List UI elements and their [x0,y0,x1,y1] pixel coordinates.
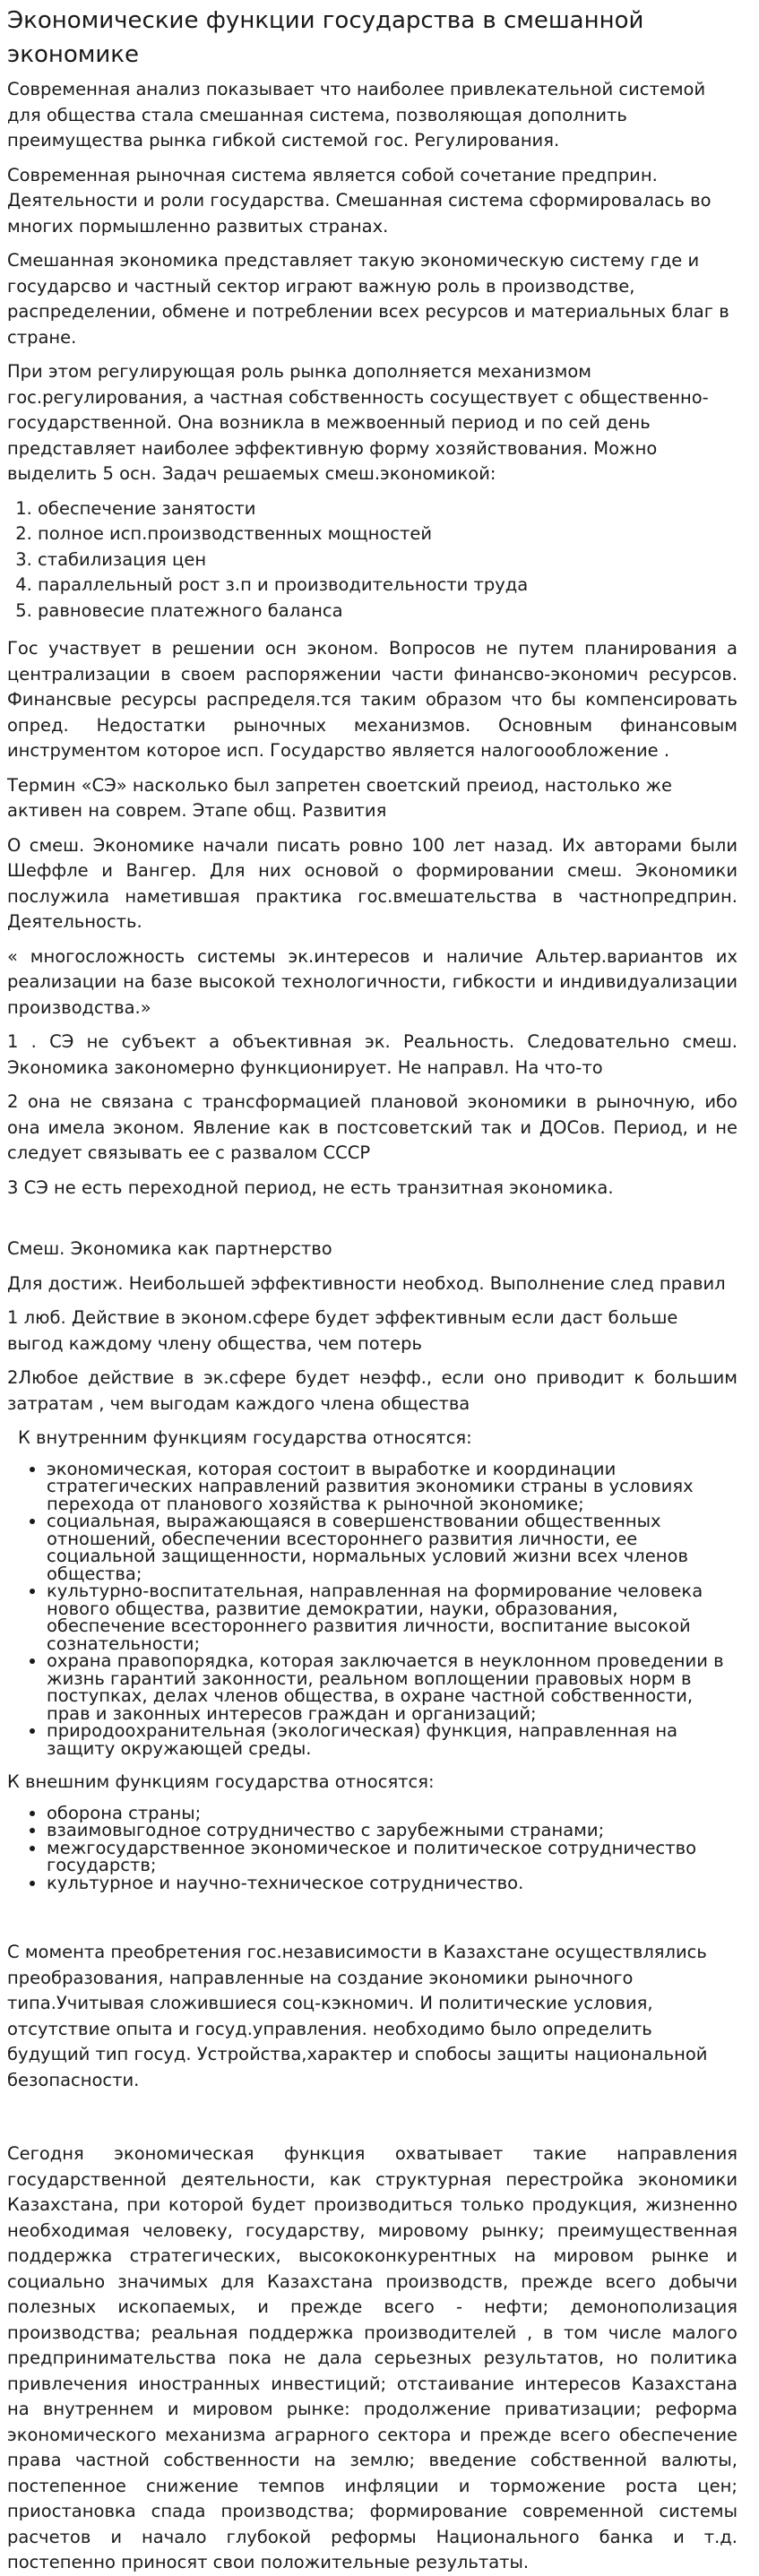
paragraph-1: Современная анализ показывает что наиболее привлекательной системой для общества стала смешанная система, позволяющая дополнить преимущества рынка гибкой системой гос. Регулирования. [7,79,706,151]
paragraph-12: Смеш. Экономика как партнерство [7,1238,332,1259]
external-functions-list [7,1802,737,1893]
list-item: • межгосударственное экономическое и политическое сотрудничество государств; [47,1839,737,1874]
list-item: • охрана правопорядка, которая заключается в неуклонном проведении в жизнь гарантий законности, реальном воплощении правовых норм в поступках, делах членов общества, в охране частной собственности, прав и законных интересов граждан и организаций; [47,1652,737,1722]
list-item: 2. полное исп.производственных мощностей [38,521,737,547]
paragraph-11: 3 СЭ не есть переходной период, не есть транзитная экономика. [7,1176,614,1198]
paragraph-4: При этом регулирующая роль рынка дополняется механизмом гос.регулирования, а частная собственность сосуществует с общественно-государственной. Она возникла в межвоенный период и по сей день представляет наиболее эффективную форму хозяйствования. Можно выделить 5 осн. Задач решаемых смеш.экономикой: [7,361,709,484]
paragraph-19: Сегодня экономическая функция охватывает такие направления государственной деятельности, как структурная перестройка экономики Казахстана, при которой будет производиться только продукция, жизненно необходимая человеку, государству, мировому рынку; преимущественная поддержка стратегических, высококонкурентных на мировом рынке и социально значимых для Казахстана производств, прежде всего добычи полезных ископаемых, и прежде всего - нефти; демонополизация производства; реальная поддержка производителей , в том числе малого предпринимательства пока не дала серьезных результатов, но политика привлечения иностранных инвестиций; отстаивание интересов Казахстана на внутреннем и мировом рынке: продолжение приватизации; реформа экономического механизма аграрного сектора и прежде всего обеспечение права частной собственности на землю; введение собственной валюты, постепенное снижение темпов инфляции и торможение роста цен; приостановка спада производства; формирование современной системы расчетов и начало глубокой реформы Национального банка и т.д. постепенно приносят свои положительные результаты. [7,2143,737,2572]
internal-functions-list [7,1460,737,1758]
page-title: Экономические функции государства в смешанной экономике [7,7,644,68]
paragraph-15: 2Любое действие в эк.сфере будет неэфф., если оно приводит к большим затратам , чем выгодам каждого члена общества [7,1367,737,1414]
list-item: • взаимовыгодное сотрудничество с зарубежными странами; [47,1822,737,1839]
paragraph-8: « многосложность системы эк.интересов и наличие Альтер.вариантов их реализации на базе высокой технологичности, гибкости и индивидуализации производства.» [7,945,737,1018]
list-item: • культурно-воспитательная, направленная на формирование человека нового общества, развитие демократии, науки, образования, обеспечение всестороннего развития личности, воспитание высокой сознательности; [47,1582,737,1652]
list-item: 4. параллельный рост з.п и производительности труда [38,573,737,599]
paragraph-5: Гос участвует в решении осн эконом. Вопросов не путем планирования а централизации в своем распоряжении части финансво-экономич ресурсов. Финансвые ресурсы распределя.тся таким образом что бы компенсировать опред. Недостатки рыночных механизмов. Основным финансовым инструментом которое исп. Государство является налогоообложение . [7,638,737,761]
paragraph-14: 1 люб. Действие в эконом.сфере будет эффективным если даст больше выгод каждому члену общества, чем потерь [7,1307,678,1354]
paragraph-9: 1 . СЭ не субъект а объективная эк. Реальность. Следовательно смеш. Экономика закономерно функционирует. Не направл. На что-то [7,1031,737,1078]
spacer [7,2102,737,2141]
spacer [7,1904,737,1940]
paragraph-16: К внутренним функциям государства относятся: [18,1427,472,1448]
paragraph-10: 2 она не связана с трансформацией плановой экономики в рыночную, ибо она имела эконом. Явление как в постсоветский так и ДОСов. Период, и не следует связывать ее с развалом СССР [7,1091,737,1163]
paragraph-7: О смеш. Экономике начали писать ровно 100 лет назад. Их авторами были Шеффле и Вангер. Для них основой о формировании смеш. Экономики послужила наметившая практика гос.вмешательства в частнопредприн. Деятельность. [7,834,737,932]
list-item: • оборона страны; [47,1805,737,1822]
list-item: 3. стабилизация цен [38,547,737,573]
paragraph-6: Термин «СЭ» насколько был запретен своетский преиод, настолько же активен на соврем. Этапе общ. Развития [7,774,673,821]
tasks-list [7,496,737,625]
list-item: 1. обеспечение занятости [38,496,737,522]
list-item: • культурное и научно-техническое сотрудничество. [47,1874,737,1892]
paragraph-2: Современная рыночная система является собой сочетание предприн. Деятельности и роли государства. Смешанная система сформировалась во многих пормышленно развитых странах. [7,164,712,237]
paragraph-13: Для достиж. Неибольшей эффективности необход. Выполнение след правил [7,1272,726,1294]
list-item: 5. равновесие платежного баланса [38,599,737,625]
paragraph-3: Смешанная экономика представляет такую экономическую систему где и государсво и частный сектор играют важную роль в производстве, распределении, обмене и потреблении всех ресурсов и материальных благ в стране. [7,250,729,348]
list-item: • природоохранительная (экологическая) функция, направленная на защиту окружающей среды. [47,1722,737,1757]
list-item: • экономическая, которая состоит в выработке и координации стратегических направлений развития экономики страны в условиях перехода от планового хозяйства к рыночной экономике; [47,1460,737,1513]
paragraph-18: С момента преобретения гос.независимости в Казахстане осуществлялись преобразования, направленные на создание экономики рыночного типа.Учитывая сложившиеся соц-кэкномич. И политические условия, отсутствие опыта и госуд.управления. необходимо было определить будущий тип госуд. Устройства,характер и спобосы защиты национальной безопасности. [7,1942,708,2090]
list-item: • социальная, выражающаяся в совершенствовании общественных отношений, обеспечении всестороннего развития личности, ее социальной защищенности, нормальных условий жизни всех членов общества; [47,1512,737,1582]
paragraph-17: К внешним функциям государства относятся: [7,1771,435,1792]
spacer [7,1210,737,1236]
